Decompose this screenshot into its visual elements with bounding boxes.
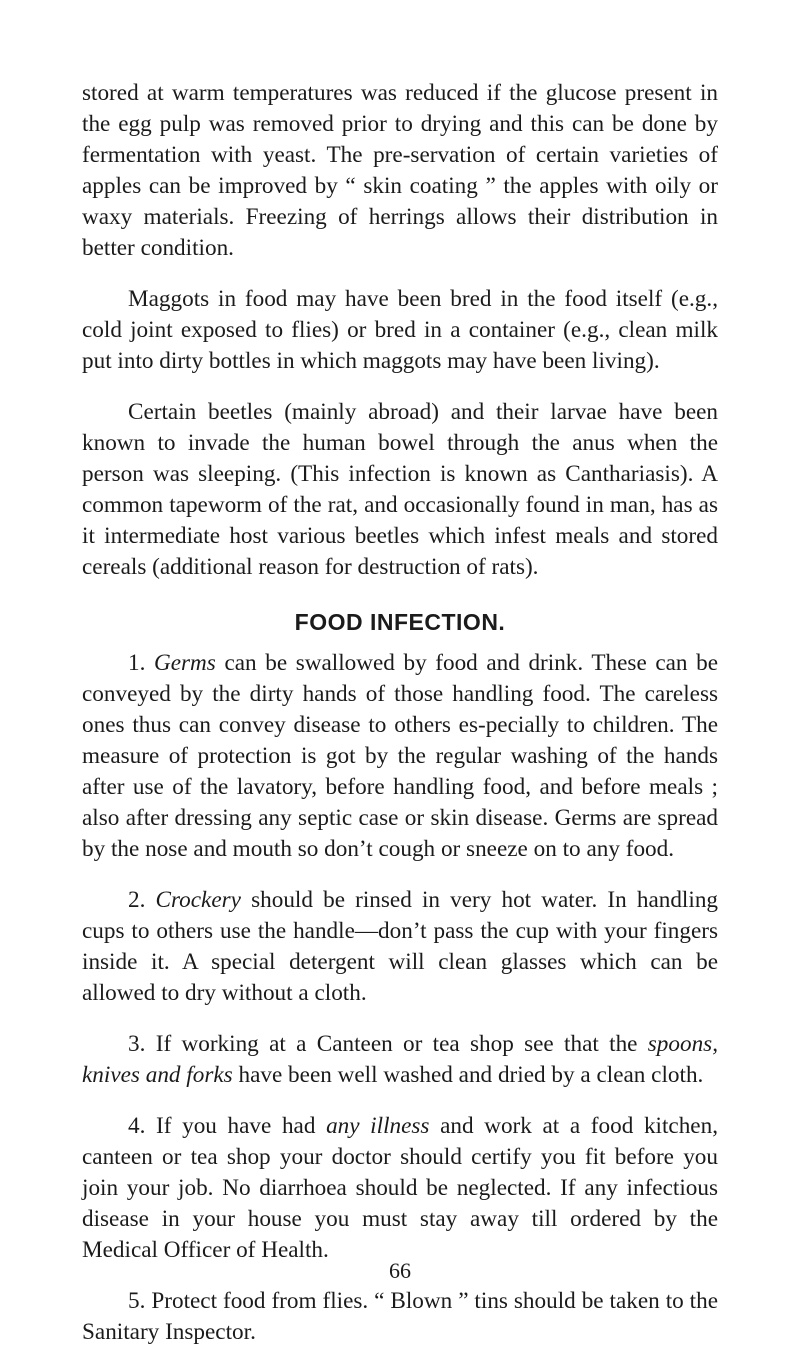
item-emphasis: spoons, knives and forks [82, 1031, 719, 1088]
item-text: and work at a food kitchen, canteen or tea shop your doctor should certify you fit before you join your job. No diarrhoea should be neglected. If any infectious disease in your house you must stay away till ordered by the Medical Officer of Health. [82, 1113, 718, 1263]
item-emphasis: Germs [154, 650, 216, 676]
list-item-4 [82, 1111, 718, 1266]
paragraph-beetles: Certain beetles (mainly abroad) and their larvae have been known to invade the human bowel through the anus when the person was sleeping. (This infection is known as Canthariasis). A common tapeworm of the rat, and occasionally found in man, has as it intermediate host various beetles which infest meals and stored cereals (additional reason for destruction of rats). [82, 399, 718, 580]
item-number: 3. [128, 1031, 146, 1057]
item-text: can be swallowed by food and drink. These can be conveyed by the dirty hands of those handling food. The careless ones thus can convey disease to others es-pecially to children. The measure of protection is got by the regular washing of the hands after use of the lavatory, before handling food, and before meals ; also after dressing any septic case or skin disease. Germs are spread by the nose and mouth so don’t cough or sneeze on to any food. [82, 650, 719, 862]
item-number: 2. [128, 887, 146, 913]
item-number: 1. [128, 650, 146, 676]
list-item-3 [82, 1029, 718, 1091]
item-pre-text: If working at a Canteen or tea shop see that the [155, 1031, 648, 1057]
item-emphasis: Crockery [155, 887, 241, 913]
page-number: 66 [389, 1258, 411, 1283]
list-item-2 [82, 885, 718, 1009]
item-pre-text: If you have had [156, 1113, 327, 1139]
item-text: have been well washed and dried by a clean cloth. [232, 1062, 704, 1088]
item-emphasis: any illness [326, 1113, 430, 1139]
paragraph-egg-preservation: stored at warm temperatures was reduced if the glucose present in the egg pulp was removed prior to drying and this can be done by fermentation with yeast. The pre-servation of certain varieties of apples can be improved by “ skin coating ” the apples with oily or waxy materials. Freezing of herrings allows their distribution in better condition. [82, 80, 718, 261]
item-text: should be rinsed in very hot water. In handling cups to others use the handle—don’t pass the cup with your fingers inside it. A special detergent will clean glasses which can be allowed to dry without a cloth. [82, 887, 719, 1006]
item-number: 4. [128, 1113, 146, 1139]
list-item-5 [82, 1286, 718, 1348]
paragraph-maggots: Maggots in food may have been bred in the food itself (e.g., cold joint exposed to flies) or bred in a container (e.g., clean milk put into dirty bottles in which maggots may have been living). [82, 286, 718, 374]
item-text: Protect food from flies. “ Blown ” tins should be taken to the Sanitary Inspector. [82, 1288, 719, 1345]
section-heading: FOOD INFECTION. [294, 609, 506, 635]
list-item-1 [82, 648, 718, 865]
item-number: 5. [128, 1288, 146, 1314]
